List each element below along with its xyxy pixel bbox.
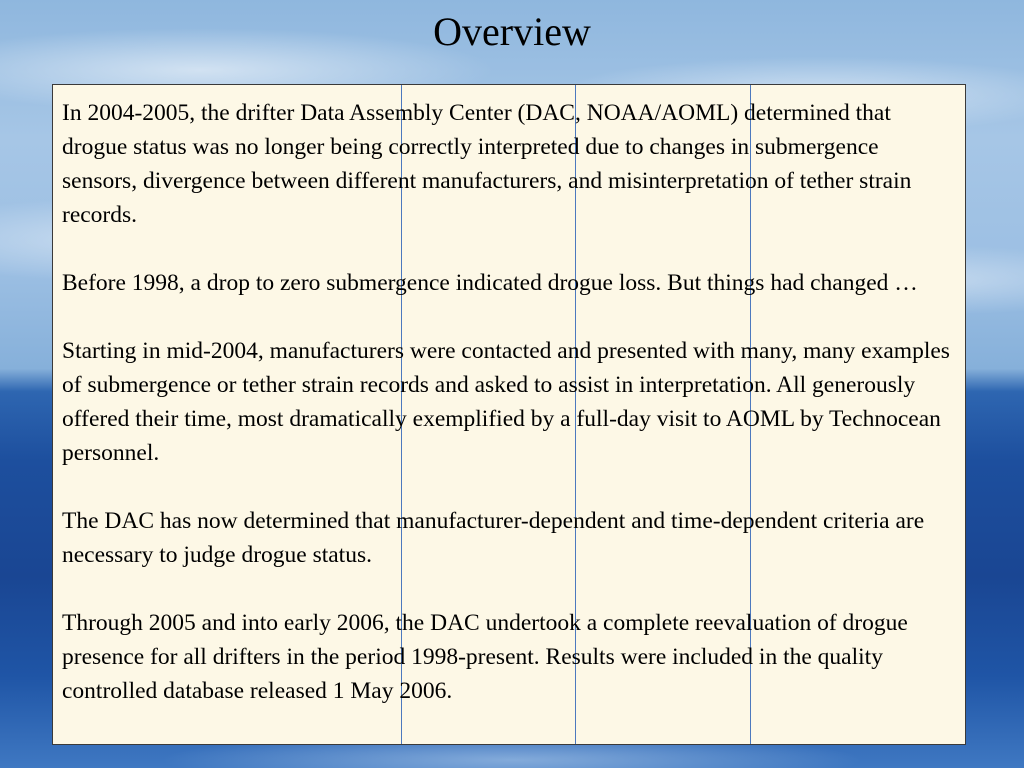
content-text-box xyxy=(52,84,966,745)
paragraph-dac-findings: In 2004-2005, the drifter Data Assembly Center (DAC, NOAA/AOML) determined that drogue status was no longer being correctly interpreted due to changes in submergence sensors, divergence between different manufacturers, and misinterpretation of tether strain records. xyxy=(62,100,912,228)
paragraph-reevaluation: Through 2005 and into early 2006, the DAC undertook a complete reevaluation of drogue presence for all drifters in the period 1998-present. Results were included in the quality controlled database released 1 May 2006. xyxy=(62,610,908,704)
slide-title: Overview xyxy=(433,9,591,54)
paragraph-manufacturers-contacted: Starting in mid-2004, manufacturers were contacted and presented with many, many examples of submergence or tether strain records and asked to assist in interpretation. All generously offered their time, most dramatically exemplified by a full-day visit to AOML by Technocean personnel. xyxy=(62,338,950,466)
paragraph-before-1998: Before 1998, a drop to zero submergence indicated drogue loss. But things had changed … xyxy=(62,270,918,296)
paragraph-criteria: The DAC has now determined that manufacturer-dependent and time-dependent criteria are necessary to judge drogue status. xyxy=(62,508,925,568)
